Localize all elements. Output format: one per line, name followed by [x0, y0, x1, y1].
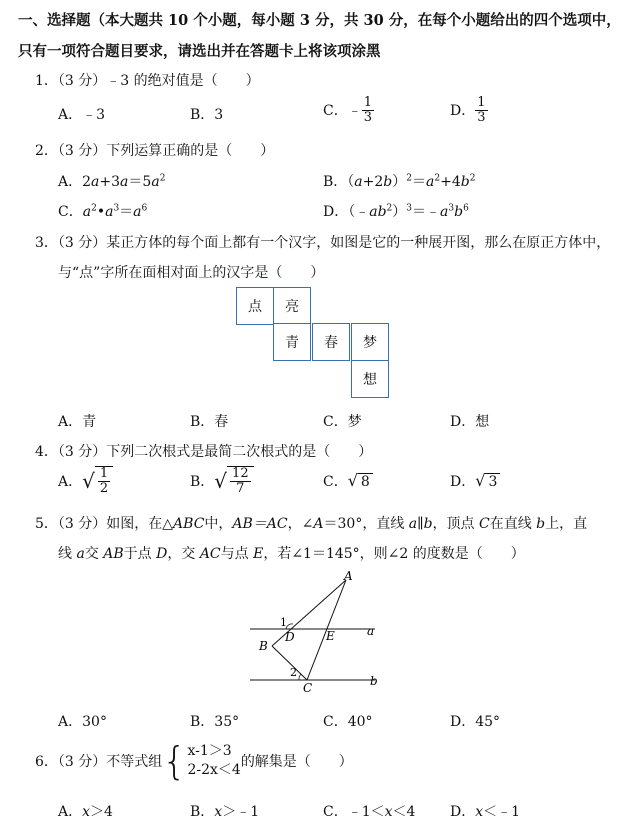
numerator: 1 [477, 95, 486, 110]
label-A: A [344, 569, 353, 583]
radicand: 3 [485, 473, 500, 490]
option-text: 40° [347, 714, 373, 730]
denominator: 3 [363, 109, 372, 125]
q4-option-d[interactable] [450, 471, 500, 491]
q1-option-a[interactable] [58, 104, 105, 124]
label-angle-2: 2 [290, 666, 297, 679]
q6-option-b[interactable] [190, 801, 259, 821]
fraction [362, 96, 374, 124]
fraction [475, 96, 487, 124]
q2-option-d[interactable] [323, 201, 469, 221]
section-header-line1: 一、选择题（本大题共 10 个小题，每小题 3 分，共 30 分，在每个小题给出的四个选项中， [18, 12, 621, 29]
q2-option-a[interactable] [58, 171, 165, 191]
option-label: D． [450, 414, 476, 430]
section-header-line2: 只有一项符合题目要求，请选出并在答题卡上将该项涂黑 [18, 43, 381, 60]
sqrt-expression [82, 466, 113, 495]
radical-icon: √ [347, 471, 358, 490]
q1-option-d[interactable] [450, 96, 488, 124]
option-label: C． [323, 474, 348, 490]
option-label: D． [450, 804, 476, 820]
q5-option-d[interactable] [450, 711, 500, 731]
q2-option-c[interactable] [58, 201, 147, 221]
option-label: C． [323, 714, 348, 730]
option-text: 想 [475, 414, 490, 430]
option-text: ﹣3 [82, 107, 106, 123]
q3-option-b[interactable] [190, 411, 228, 431]
net-cell: 点 [236, 287, 274, 325]
option-label: A． [58, 107, 83, 123]
q6-stem: 6．（3 分）不等式组 { x-1＞3 2-2x＜4 的解集是（ ） [35, 739, 353, 783]
left-brace-icon: { [162, 739, 187, 783]
option-label: B． [323, 174, 348, 190]
net-cell: 青 [273, 323, 311, 361]
option-expression: ﹣1＜x＜4 [347, 804, 416, 820]
q4-option-c[interactable] [323, 471, 373, 491]
option-label: D． [450, 714, 476, 730]
radical-icon: √ [475, 471, 486, 490]
label-b: b [370, 674, 378, 688]
option-text: 春 [214, 414, 229, 430]
net-cell: 春 [312, 323, 350, 361]
option-text: 30° [82, 714, 107, 730]
q5-option-b[interactable] [190, 711, 239, 731]
option-label: B． [190, 804, 215, 820]
q5-stem-line2: 线 a交 AB于点 D，交 AC与点 E，若∠1＝145°，则∠2 的度数是（ ） [58, 546, 525, 562]
option-label: B． [190, 107, 215, 123]
option-expression: x＜﹣1 [475, 804, 521, 820]
net-cell: 梦 [351, 323, 389, 361]
q3-option-a[interactable] [58, 411, 96, 431]
inequality-2: 2-2x＜4 [187, 762, 241, 778]
option-label: A． [58, 473, 83, 490]
fraction [230, 467, 251, 495]
q2-option-b[interactable] [323, 171, 475, 191]
q4-option-a[interactable] [58, 466, 113, 495]
q1-option-c[interactable] [323, 96, 374, 124]
option-label: A． [58, 414, 83, 430]
fraction [98, 467, 110, 495]
option-label: C． [323, 414, 348, 430]
net-cell: 亮 [273, 287, 311, 325]
numerator: 12 [232, 466, 249, 481]
option-label: C． [323, 103, 348, 120]
radicand: 8 [358, 473, 373, 490]
q3-stem-line1: 3．（3 分）某正方体的每个面上都有一个汉字，如图是它的一种展开图，那么在原正方体中， [35, 235, 611, 251]
option-expression: $2a+3a=5a^2$ [82, 173, 166, 190]
option-text: 3 [214, 107, 224, 123]
label-E: E [326, 629, 335, 643]
option-expression: x＞4 [82, 804, 113, 820]
option-label: D． [323, 204, 349, 220]
angle-2-arc [299, 674, 301, 680]
radical-icon: √ [214, 468, 228, 493]
option-expression: $(﹣ab^2)^3=﹣a^3b^6$ [348, 203, 469, 220]
label-D: D [285, 630, 295, 644]
q1-option-b[interactable] [190, 104, 223, 124]
option-label: A． [58, 174, 83, 190]
option-text: 45° [475, 714, 501, 730]
radical-icon: √ [82, 468, 95, 493]
numerator: 1 [99, 466, 109, 481]
option-label: D． [450, 474, 476, 490]
label-B: B [259, 639, 268, 653]
inequality-1: x-1＞3 [187, 743, 232, 760]
sqrt-expression [475, 473, 500, 490]
q5-option-a[interactable] [58, 711, 107, 731]
numerator: 1 [363, 95, 372, 110]
sqrt-expression [214, 466, 253, 495]
label-a: a [367, 624, 375, 638]
q1-stem: 1．（3 分）﹣3 的绝对值是（ ） [35, 73, 260, 89]
label-angle-1: 1 [280, 616, 287, 629]
q6-option-c[interactable] [323, 801, 415, 821]
q5-option-c[interactable] [323, 711, 373, 731]
option-label: A． [58, 804, 83, 820]
sqrt-expression [348, 473, 373, 490]
option-expression: $a^2•a^3=a^6$ [82, 203, 148, 220]
q4-stem: 4．（3 分）下列二次根式是最简二次根式的是（ ） [35, 444, 373, 460]
option-label: C． [58, 204, 83, 220]
q4-option-b[interactable] [190, 466, 254, 495]
option-label: B． [190, 473, 215, 490]
option-label: D． [450, 103, 476, 120]
option-label: B． [190, 414, 215, 430]
option-label: A． [58, 714, 83, 730]
triangle-figure [240, 568, 390, 696]
net-cell: 想 [351, 360, 389, 398]
denominator: 3 [477, 109, 486, 125]
denominator: 2 [99, 480, 109, 496]
option-text: 35° [214, 714, 240, 730]
side-ab [272, 580, 346, 646]
q3-stem-line2: 与“点”字所在面相对面上的汉字是（ ） [58, 265, 325, 281]
q2-stem: 2．（3 分）下列运算正确的是（ ） [35, 143, 275, 159]
option-expression: $(a+2b)^2=a^2+4b^2$ [347, 173, 476, 190]
option-label: B． [190, 714, 215, 730]
option-expression: x＞﹣1 [214, 804, 260, 820]
option-text: 梦 [347, 414, 362, 430]
option-label: C． [323, 804, 348, 820]
inequality-system [187, 742, 240, 780]
q3-option-d[interactable] [450, 411, 489, 431]
option-text: 青 [82, 414, 97, 430]
q3-option-c[interactable] [323, 411, 362, 431]
denominator: 7 [236, 480, 245, 496]
q5-stem-line1: 5．（3 分）如图，在△ABC中，AB＝AC，∠A＝30°，直线 a∥b，顶点 C在直线 b上，直 [35, 516, 588, 532]
q6-option-d[interactable] [450, 801, 520, 821]
label-C: C [303, 681, 313, 695]
minus-sign: ﹣ [347, 103, 362, 120]
q6-option-a[interactable] [58, 801, 113, 821]
